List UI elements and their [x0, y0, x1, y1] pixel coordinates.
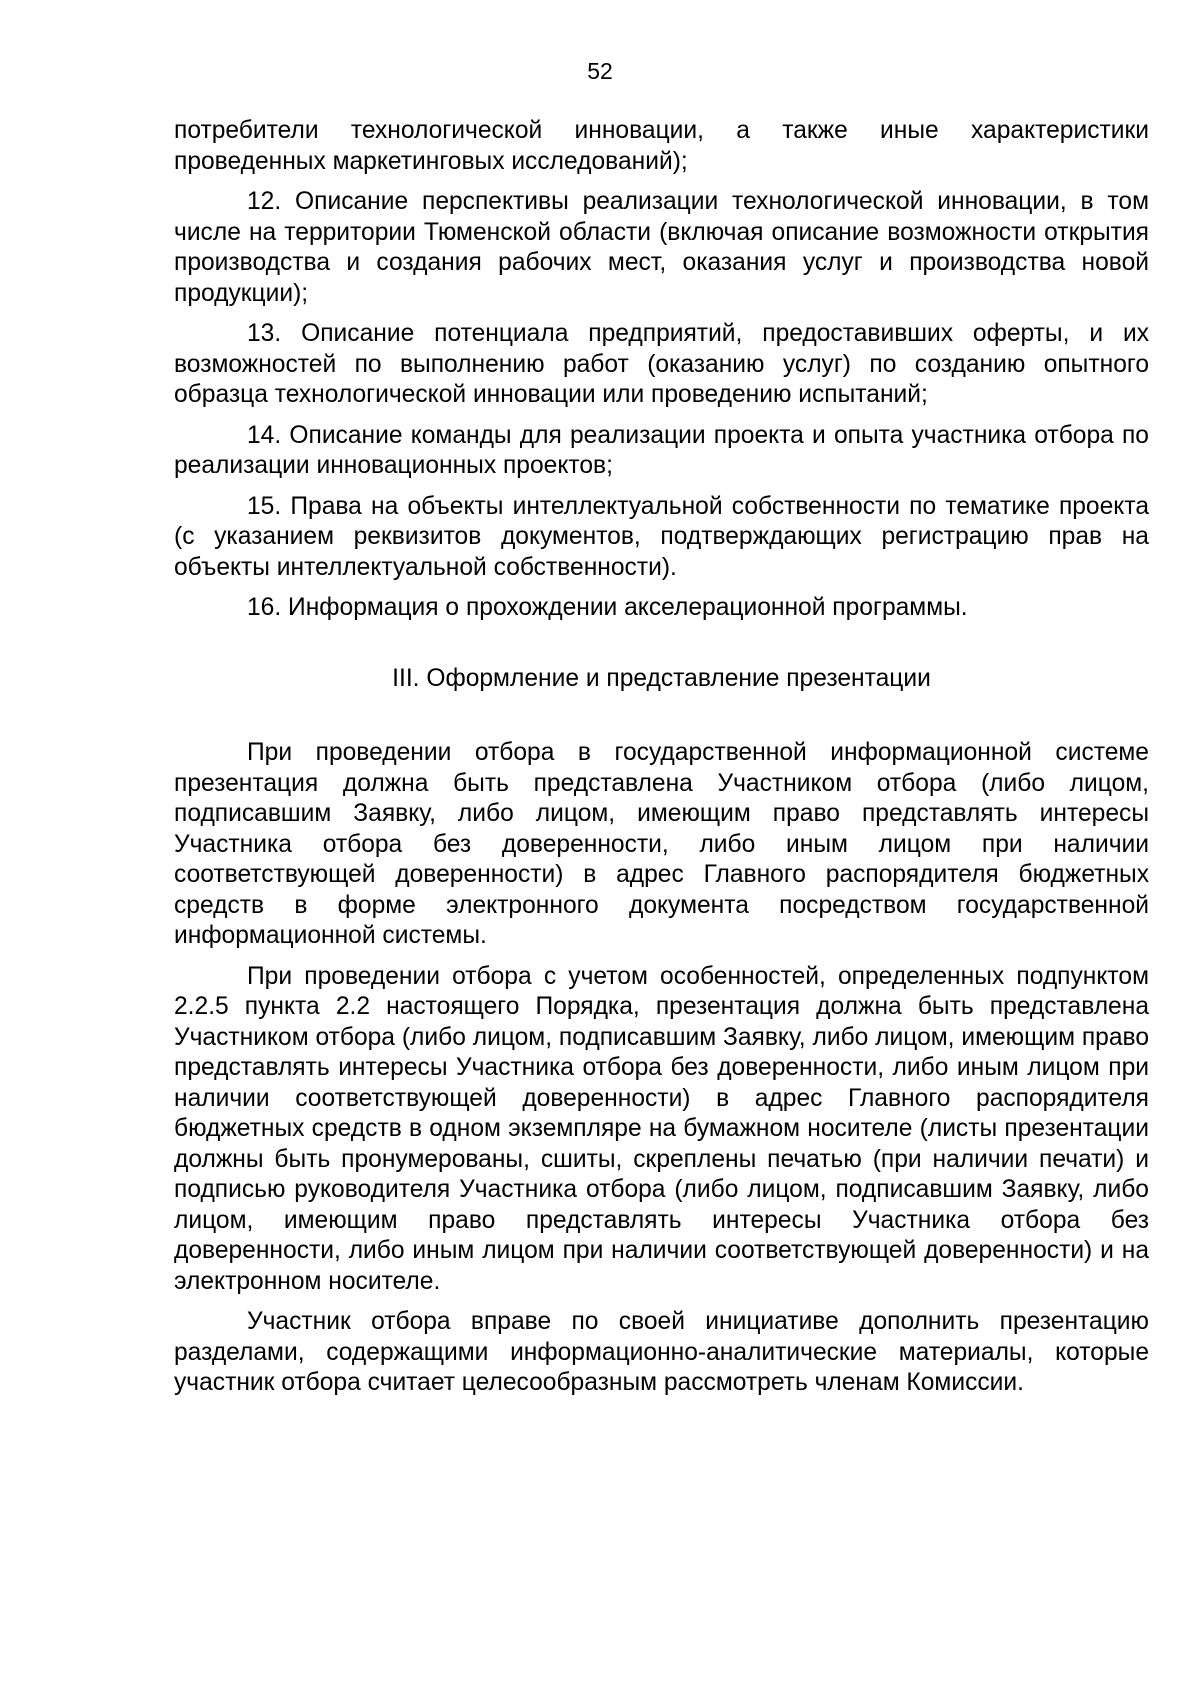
- paragraph-item-16: 16. Информация о прохождении акселерационной программы.: [247, 594, 968, 621]
- paragraph-electronic-submission: При проведении отбора в государственной информационной системе презентация должна быть представлена Участником отбора (либо лицом, подписавшим Заявку, либо лицом, имеющим право представлять интересы Участника отбора без доверенности, либо иным лицом при наличии соответствующей доверенности) в адрес Главного распорядителя бюджетных средств в форме электронного документа посредством государственной информационной системы.: [174, 739, 1149, 949]
- paragraph-paper-submission: При проведении отбора с учетом особенностей, определенных подпунктом 2.2.5 пункта 2.2 настоящего Порядка, презентация должна быть представлена Участником отбора (либо лицом, подписавшим Заявку, либо лицом, имеющим право представлять интересы Участника отбора без доверенности, либо иным лицом при наличии соответствующей доверенности) в адрес Главного распорядителя бюджетных средств в одном экземпляре на бумажном носителе (листы презентации должны быть пронумерованы, сшиты, скреплены печатью (при наличии печати) и подписью руководителя Участника отбора (либо лицом, подписавшим Заявку, либо лицом, имеющим право представлять интересы Участника отбора без доверенности, либо иным лицом при наличии соответствующей доверенности) и на электронном носителе.: [174, 962, 1149, 1295]
- page-number: 52: [587, 58, 613, 84]
- paragraph-additional-materials: Участник отбора вправе по своей инициативе дополнить презентацию разделами, содержащими информационно-аналитические материалы, которые участник отбора считает целесообразным рассмотреть членам Комиссии.: [174, 1308, 1149, 1396]
- paragraph-item-13: 13. Описание потенциала предприятий, предоставивших оферты, и их возможностей по выполнению работ (оказанию услуг) по созданию опытного образца технологической инновации или проведению испытаний;: [174, 320, 1149, 408]
- section-heading: III. Оформление и представление презентации: [392, 664, 931, 692]
- paragraph-item-12: 12. Описание перспективы реализации технологической инновации, в том числе на территории Тюменской области (включая описание возможности открытия производства и создания рабочих мест, оказания услуг и производства новой продукции);: [174, 188, 1149, 307]
- paragraph-item-15: 15. Права на объекты интеллектуальной собственности по тематике проекта (с указанием реквизитов документов, подтверждающих регистрацию прав на объекты интеллектуальной собственности).: [174, 492, 1149, 581]
- document-body: [174, 116, 1149, 1409]
- paragraph-item-14: 14. Описание команды для реализации проекта и опыта участника отбора по реализации инновационных проектов;: [174, 421, 1149, 479]
- paragraph-continuation: потребители технологической инновации, а также иные характеристики проведенных маркетинговых исследований);: [174, 117, 1149, 175]
